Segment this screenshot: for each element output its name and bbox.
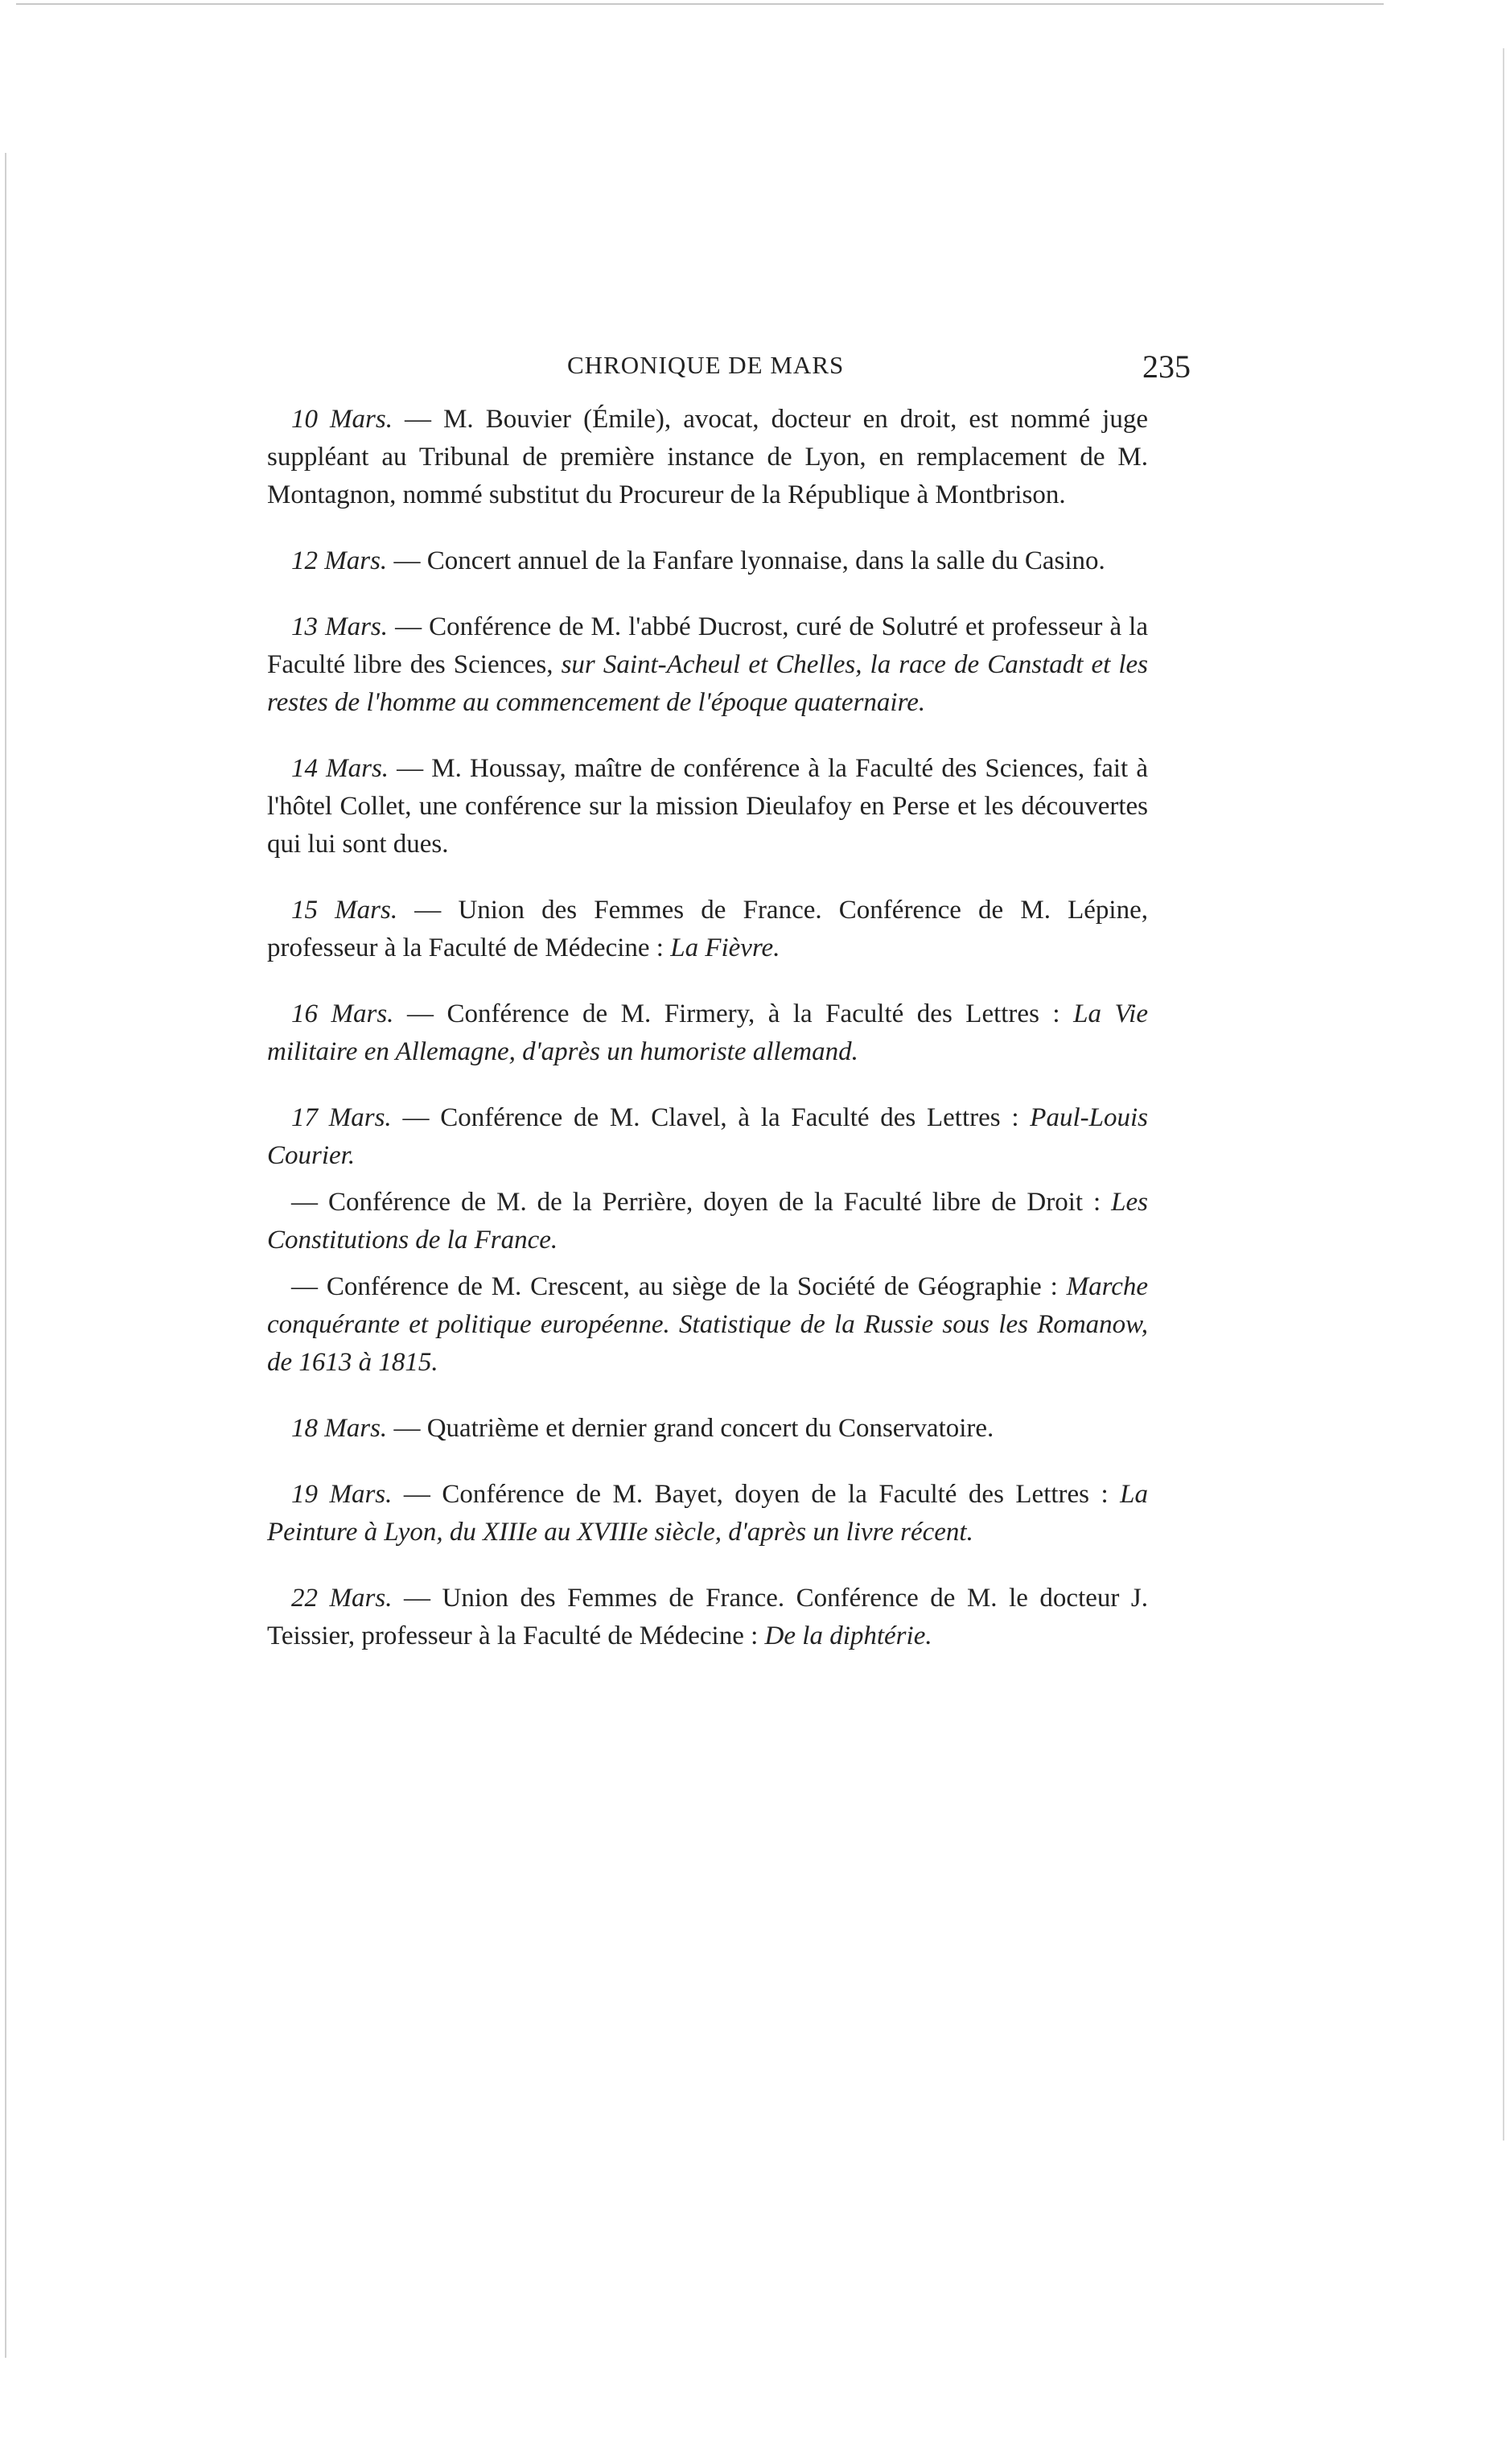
entry-16-mars	[267, 995, 1148, 1071]
page-number: 235	[1142, 348, 1191, 385]
entry-19-mars	[267, 1476, 1148, 1551]
entry-text: — Conférence de M. l'abbé Ducrost, curé de Solutré et professeur à la Faculté libre des Sciences,	[267, 612, 1148, 679]
entry-text: — Conférence de M. Clavel, à la Faculté des Lettres :	[391, 1103, 1031, 1132]
entry-date: 15 Mars.	[291, 896, 398, 925]
entry-15-mars	[267, 892, 1148, 967]
entry-text: — Conférence de M. Bayet, doyen de la Faculté des Lettres :	[392, 1480, 1121, 1509]
entry-text: — Conférence de M. de la Perrière, doyen de la Faculté libre de Droit :	[291, 1188, 1112, 1217]
entry-title: La Vie militaire en Allemagne, d'après un humoriste allemand.	[267, 999, 1148, 1066]
chronicle-body	[267, 401, 1148, 1683]
entry-17-mars-perriere	[267, 1184, 1148, 1259]
entry-date: 16 Mars.	[291, 999, 394, 1028]
entry-17-mars-crescent	[267, 1268, 1148, 1382]
entry-13-mars	[267, 608, 1148, 722]
entry-date: 10 Mars.	[291, 405, 393, 434]
entry-text: — M. Bouvier (Émile), avocat, docteur en droit, est nommé juge suppléant au Tribunal de première instance de Lyon, en remplacement de M. Montagnon, nommé substitut du Procureur de la République à Montbrison.	[267, 405, 1148, 509]
entry-10-mars	[267, 401, 1148, 514]
entry-text: — Union des Femmes de France. Conférence de M. Lépine, professeur à la Faculté de Médecine :	[267, 896, 1148, 962]
entry-22-mars	[267, 1580, 1148, 1655]
running-head	[274, 348, 1191, 396]
entry-title: La Peinture à Lyon, du XIIIe au XVIIIe siècle, d'après un livre récent.	[267, 1480, 1148, 1547]
scan-edge-right	[1503, 48, 1504, 2141]
entry-17-mars	[267, 1099, 1148, 1175]
scan-edge-top	[16, 3, 1384, 5]
running-title: CHRONIQUE DE MARS	[567, 351, 845, 379]
entry-text: — Conférence de M. Firmery, à la Faculté des Lettres :	[393, 999, 1074, 1028]
entry-title: La Fièvre.	[670, 933, 780, 962]
entry-date: 17 Mars.	[291, 1103, 392, 1132]
entry-date: 14 Mars.	[291, 754, 389, 783]
scan-edge-left	[5, 153, 6, 2358]
entry-title: De la diphtérie.	[764, 1621, 932, 1650]
entry-text: — Quatrième et dernier grand concert du Conservatoire.	[387, 1414, 994, 1443]
entry-date: 12 Mars.	[291, 546, 388, 575]
entry-date: 13 Mars.	[291, 612, 389, 641]
entry-text: — M. Houssay, maître de conférence à la Faculté des Sciences, fait à l'hôtel Collet, une conférence sur la mission Dieulafoy en Perse et les découvertes qui lui sont dues.	[267, 754, 1148, 859]
entry-title: Les Constitutions de la France.	[267, 1188, 1148, 1255]
entry-14-mars	[267, 750, 1148, 863]
entry-date: 18 Mars.	[291, 1414, 388, 1443]
entry-text: — Union des Femmes de France. Conférence de M. le docteur J. Teissier, professeur à la Faculté de Médecine :	[267, 1584, 1149, 1650]
entry-text: — Conférence de M. Crescent, au siège de la Société de Géographie :	[291, 1272, 1067, 1301]
entry-18-mars	[267, 1410, 1148, 1448]
entry-date: 22 Mars.	[291, 1584, 393, 1613]
entry-title: sur Saint-Acheul et Chelles, la race de Canstadt et les restes de l'homme au commencement de l'époque quaternaire.	[267, 650, 1149, 717]
entry-12-mars	[267, 542, 1148, 580]
entry-text: — Concert annuel de la Fanfare lyonnaise, dans la salle du Casino.	[387, 546, 1105, 575]
entry-title: Marche conquérante et politique européenne. Statistique de la Russie sous les Romanow, de 1613 à 1815.	[267, 1272, 1148, 1377]
entry-date: 19 Mars.	[291, 1480, 393, 1509]
entry-title: Paul-Louis Courier.	[267, 1103, 1148, 1170]
